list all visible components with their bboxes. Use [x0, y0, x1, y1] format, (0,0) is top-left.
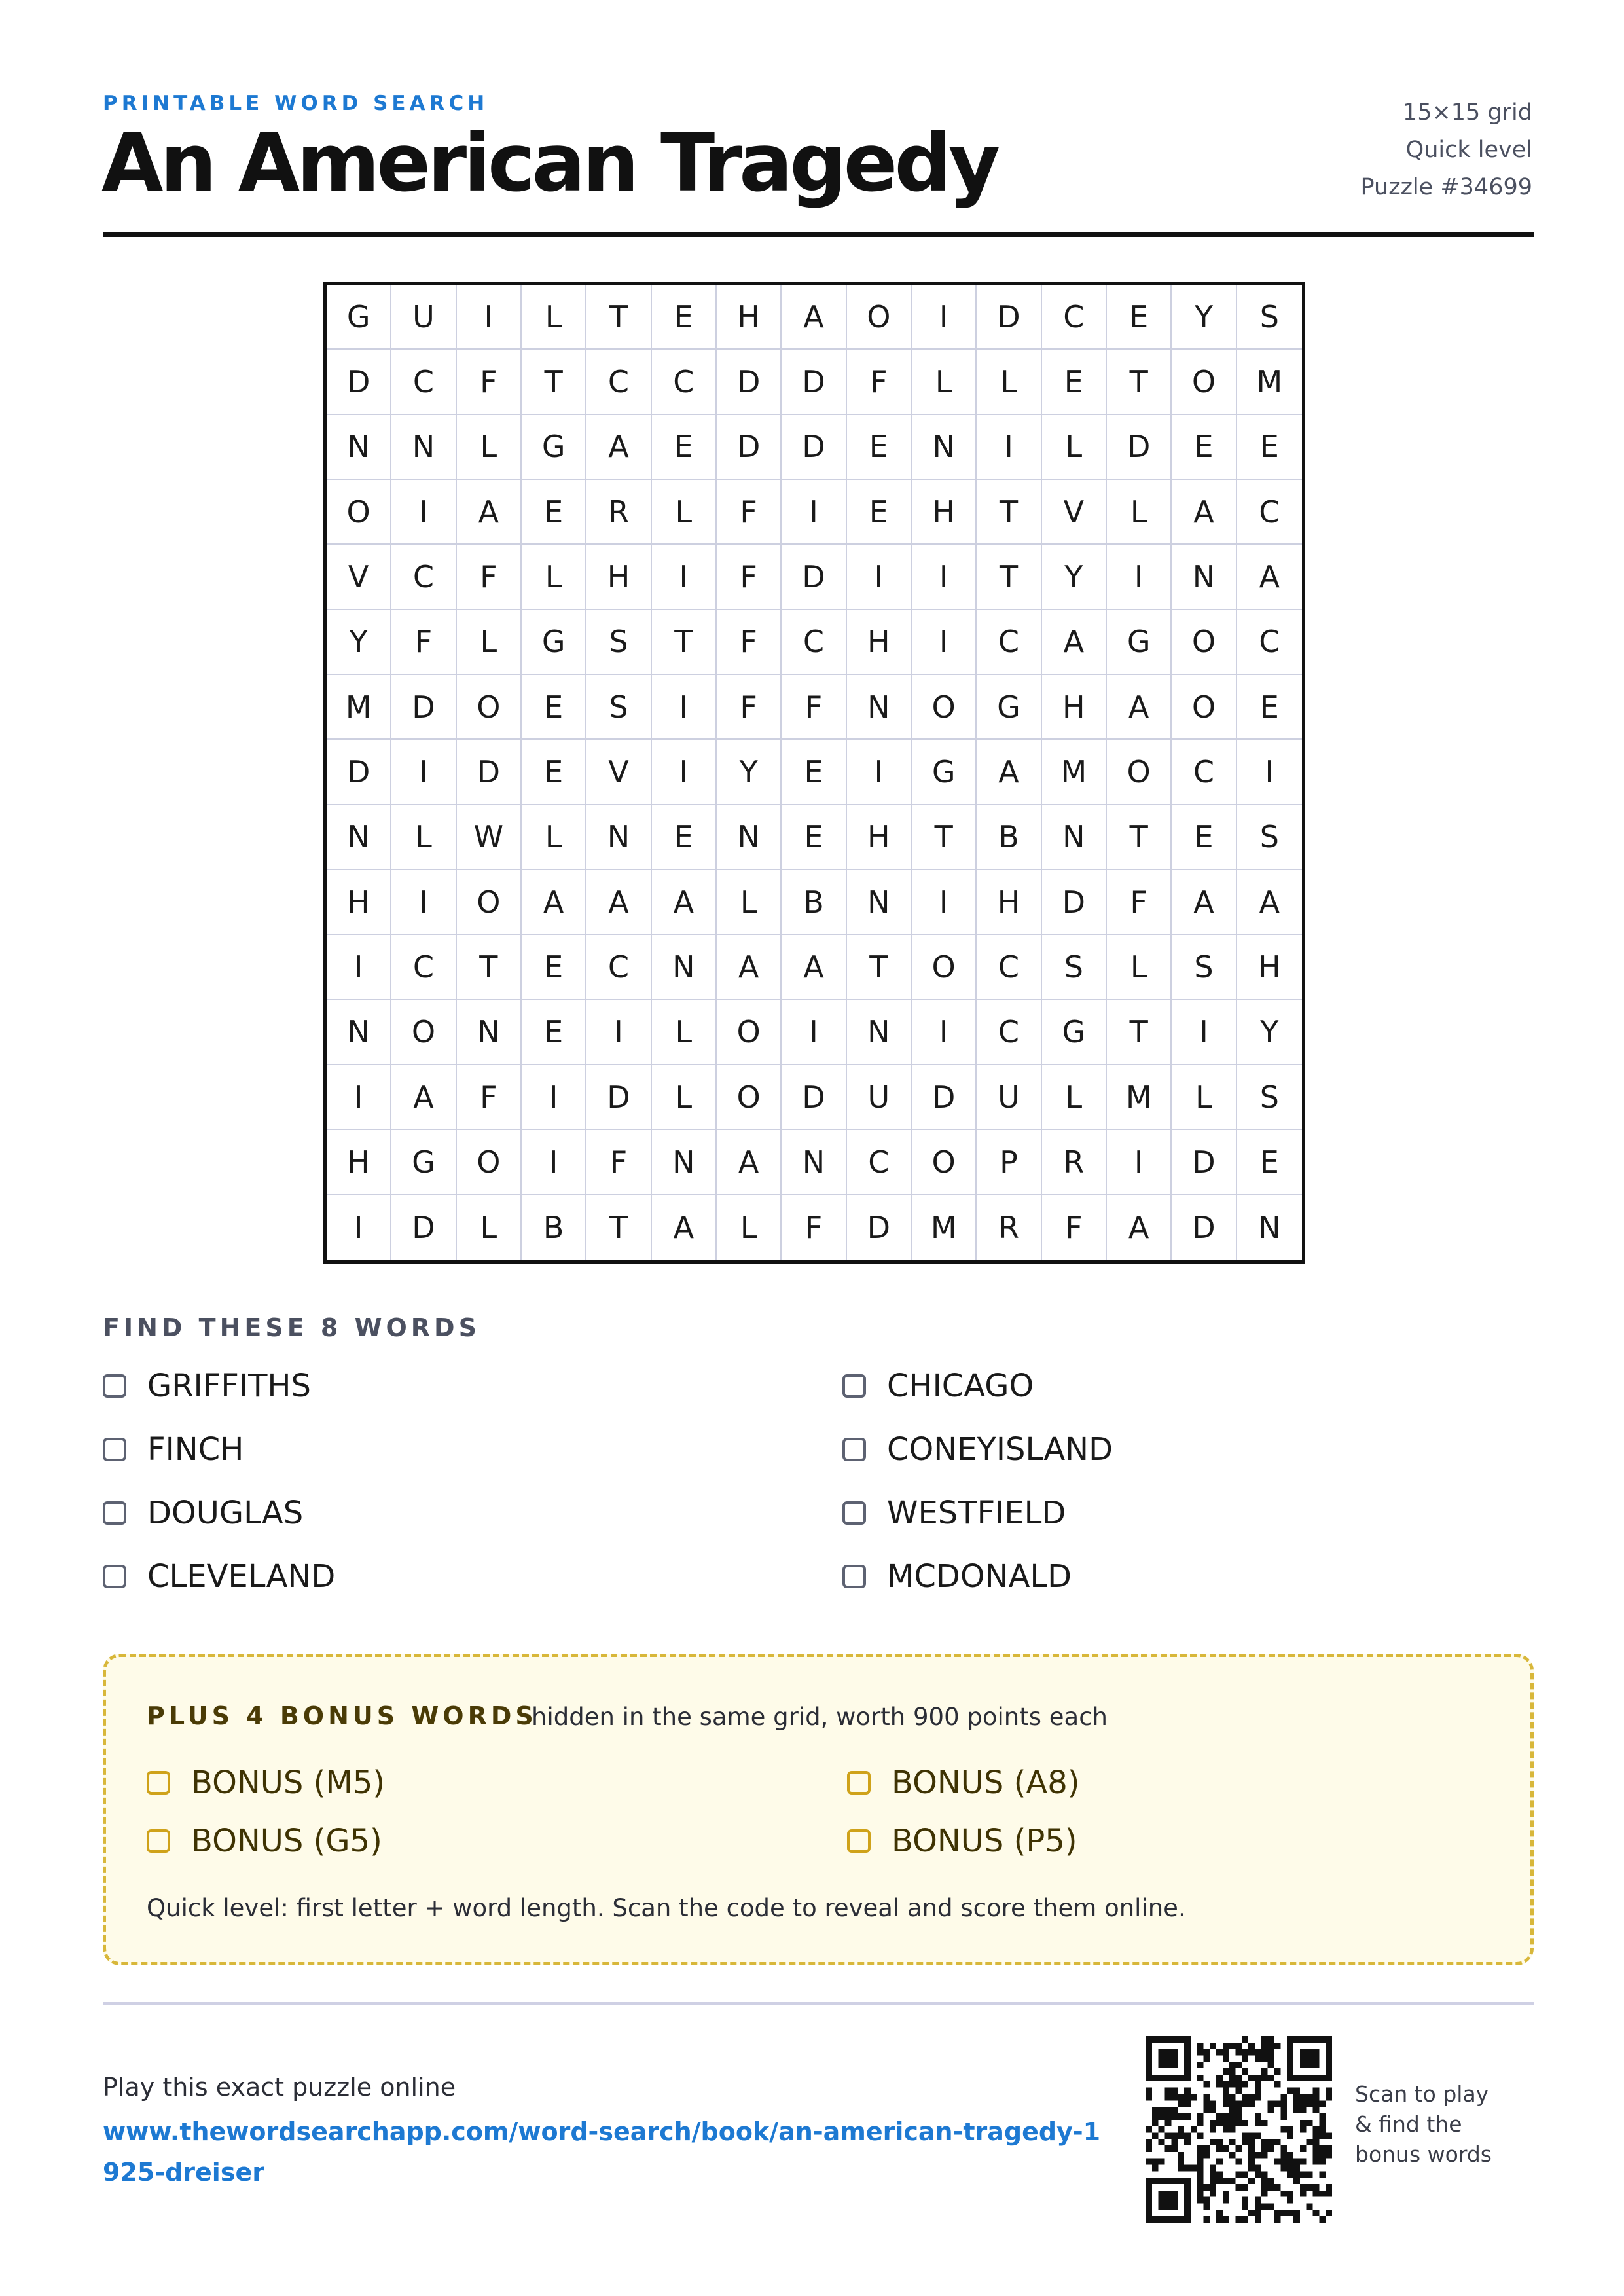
grid-cell[interactable]: N: [586, 805, 651, 870]
grid-cell[interactable]: D: [912, 1065, 977, 1130]
grid-cell[interactable]: L: [717, 1195, 782, 1260]
bonus-label: BONUS (A8): [892, 1764, 1080, 1801]
grid-cell[interactable]: C: [977, 935, 1041, 1000]
grid-cell[interactable]: I: [586, 1000, 651, 1065]
grid-cell[interactable]: N: [327, 1000, 391, 1065]
grid-cell[interactable]: D: [391, 675, 456, 740]
grid-cell[interactable]: A: [1042, 610, 1107, 675]
bonus-label: BONUS (M5): [191, 1764, 386, 1801]
grid-cell[interactable]: D: [391, 1195, 456, 1260]
grid-cell[interactable]: I: [652, 675, 717, 740]
grid-cell[interactable]: U: [977, 1065, 1041, 1130]
checkbox-icon[interactable]: [103, 1565, 126, 1588]
grid-cell[interactable]: N: [912, 415, 977, 480]
grid-cell[interactable]: F: [1042, 1195, 1107, 1260]
grid-cell[interactable]: G: [522, 415, 586, 480]
word-item[interactable]: [842, 1365, 1534, 1406]
grid-cell[interactable]: L: [522, 805, 586, 870]
grid-cell[interactable]: L: [912, 350, 977, 414]
grid-cell[interactable]: L: [717, 870, 782, 935]
grid-cell[interactable]: F: [457, 545, 522, 610]
bonus-heading: PLUS 4 BONUS WORDS: [147, 1702, 537, 1730]
grid-cell[interactable]: E: [782, 740, 846, 805]
grid-cell[interactable]: G: [1107, 610, 1172, 675]
word-item[interactable]: [842, 1492, 1534, 1533]
grid-cell[interactable]: I: [327, 1195, 391, 1260]
grid-cell[interactable]: Y: [1042, 545, 1107, 610]
grid-cell[interactable]: I: [912, 1000, 977, 1065]
checkbox-icon[interactable]: [842, 1438, 866, 1461]
grid-cell[interactable]: H: [1042, 675, 1107, 740]
grid-cell[interactable]: D: [586, 1065, 651, 1130]
grid-cell[interactable]: Y: [1172, 285, 1236, 350]
grid-cell[interactable]: I: [327, 935, 391, 1000]
checkbox-icon[interactable]: [147, 1771, 170, 1795]
grid-cell[interactable]: A: [1107, 1195, 1172, 1260]
grid-cell[interactable]: N: [457, 1000, 522, 1065]
grid-cell[interactable]: H: [327, 1130, 391, 1195]
grid-cell[interactable]: O: [457, 870, 522, 935]
scan-hint: Scan to play & find the bonus words: [1355, 2081, 1492, 2167]
grid-cell[interactable]: L: [652, 1065, 717, 1130]
grid-cell[interactable]: A: [1237, 545, 1302, 610]
grid-cell[interactable]: E: [1172, 805, 1236, 870]
grid-cell[interactable]: B: [977, 805, 1041, 870]
grid-cell[interactable]: M: [1107, 1065, 1172, 1130]
bonus-label: BONUS (G5): [191, 1822, 382, 1859]
word-item[interactable]: [842, 1556, 1534, 1597]
checkbox-icon[interactable]: [847, 1829, 871, 1853]
word-item[interactable]: [103, 1365, 842, 1406]
grid-cell[interactable]: O: [457, 675, 522, 740]
grid-cell[interactable]: M: [1237, 350, 1302, 414]
grid-cell[interactable]: I: [327, 1065, 391, 1130]
grid-cell[interactable]: A: [782, 285, 846, 350]
grid-cell[interactable]: E: [522, 935, 586, 1000]
word-label: DOUGLAS: [147, 1494, 304, 1531]
grid-cell[interactable]: B: [522, 1195, 586, 1260]
grid-cell[interactable]: T: [586, 285, 651, 350]
grid-cell[interactable]: F: [782, 1195, 846, 1260]
grid-cell[interactable]: C: [1237, 480, 1302, 545]
checkbox-icon[interactable]: [147, 1829, 170, 1853]
grid-cell[interactable]: I: [1107, 545, 1172, 610]
word-label: CONEYISLAND: [887, 1430, 1113, 1468]
word-item[interactable]: [842, 1429, 1534, 1470]
grid-cell[interactable]: D: [717, 350, 782, 414]
grid-cell[interactable]: A: [391, 1065, 456, 1130]
play-online-text: Play this exact puzzle online: [103, 2073, 456, 2102]
grid-cell[interactable]: F: [717, 480, 782, 545]
grid-cell[interactable]: F: [717, 675, 782, 740]
grid-cell[interactable]: R: [977, 1195, 1041, 1260]
grid-cell[interactable]: T: [1107, 350, 1172, 414]
grid-cell[interactable]: L: [977, 350, 1041, 414]
word-label: GRIFFITHS: [147, 1367, 311, 1404]
grid-cell[interactable]: I: [977, 415, 1041, 480]
grid-cell[interactable]: O: [1107, 740, 1172, 805]
puzzle-id: Puzzle #34699: [1360, 174, 1532, 200]
grid-cell[interactable]: I: [652, 545, 717, 610]
grid-cell[interactable]: A: [586, 870, 651, 935]
grid-cell[interactable]: N: [652, 935, 717, 1000]
grid-cell[interactable]: O: [717, 1000, 782, 1065]
grid-cell[interactable]: L: [522, 285, 586, 350]
grid-cell[interactable]: E: [847, 415, 912, 480]
grid-cell[interactable]: I: [847, 740, 912, 805]
grid-cell[interactable]: S: [1237, 1065, 1302, 1130]
grid-cell[interactable]: Y: [327, 610, 391, 675]
grid-cell[interactable]: T: [847, 935, 912, 1000]
grid-cell[interactable]: E: [1237, 415, 1302, 480]
grid-cell[interactable]: E: [1237, 675, 1302, 740]
grid-cell[interactable]: T: [1107, 805, 1172, 870]
grid-cell[interactable]: E: [522, 740, 586, 805]
grid-cell[interactable]: O: [391, 1000, 456, 1065]
grid-cell[interactable]: E: [522, 675, 586, 740]
grid-cell[interactable]: C: [1237, 610, 1302, 675]
grid-cell[interactable]: N: [327, 415, 391, 480]
grid-cell[interactable]: D: [977, 285, 1041, 350]
grid-cell[interactable]: O: [847, 285, 912, 350]
grid-cell[interactable]: E: [1042, 350, 1107, 414]
grid-cell[interactable]: G: [912, 740, 977, 805]
grid-cell[interactable]: E: [522, 1000, 586, 1065]
grid-cell[interactable]: I: [847, 545, 912, 610]
grid-cell[interactable]: F: [457, 350, 522, 414]
grid-cell[interactable]: N: [847, 870, 912, 935]
footer-divider: [103, 2002, 1534, 2005]
grid-cell[interactable]: H: [977, 870, 1041, 935]
grid-cell[interactable]: V: [327, 545, 391, 610]
grid-cell[interactable]: G: [977, 675, 1041, 740]
grid-cell[interactable]: O: [912, 935, 977, 1000]
grid-cell[interactable]: C: [977, 610, 1041, 675]
grid-cell[interactable]: N: [847, 675, 912, 740]
bonus-note: Quick level: first letter + word length. Scan the code to reveal and score them online.: [147, 1894, 1186, 1922]
grid-cell[interactable]: A: [652, 870, 717, 935]
grid-cell[interactable]: T: [912, 805, 977, 870]
word-list: [103, 1365, 1534, 1597]
word-label: WESTFIELD: [887, 1494, 1066, 1531]
grid-cell[interactable]: H: [847, 610, 912, 675]
grid-cell[interactable]: I: [522, 1130, 586, 1195]
grid-cell[interactable]: N: [717, 805, 782, 870]
grid-cell[interactable]: H: [327, 870, 391, 935]
grid-cell[interactable]: F: [457, 1065, 522, 1130]
grid-cell[interactable]: T: [977, 545, 1041, 610]
grid-cell[interactable]: O: [1172, 675, 1236, 740]
grid-cell[interactable]: C: [1172, 740, 1236, 805]
grid-cell[interactable]: A: [652, 1195, 717, 1260]
grid-cell[interactable]: T: [457, 935, 522, 1000]
grid-cell[interactable]: O: [1172, 350, 1236, 414]
grid-cell[interactable]: M: [327, 675, 391, 740]
word-label: CLEVELAND: [147, 1558, 336, 1595]
grid-cell[interactable]: N: [652, 1130, 717, 1195]
grid-cell[interactable]: F: [717, 610, 782, 675]
grid-cell[interactable]: L: [457, 610, 522, 675]
grid-cell[interactable]: F: [717, 545, 782, 610]
grid-cell[interactable]: L: [457, 415, 522, 480]
grid-cell[interactable]: A: [782, 935, 846, 1000]
grid-cell[interactable]: O: [717, 1065, 782, 1130]
grid-cell[interactable]: D: [1172, 1195, 1236, 1260]
grid-cell[interactable]: E: [652, 285, 717, 350]
bonus-item[interactable]: [147, 1820, 847, 1861]
grid-cell[interactable]: O: [457, 1130, 522, 1195]
grid-cell[interactable]: C: [391, 545, 456, 610]
checkbox-icon[interactable]: [842, 1501, 866, 1525]
checkbox-icon[interactable]: [103, 1374, 126, 1398]
checkbox-icon[interactable]: [103, 1501, 126, 1525]
grid-cell[interactable]: I: [457, 285, 522, 350]
header-divider: [103, 232, 1534, 237]
grid-cell[interactable]: D: [457, 740, 522, 805]
word-label: FINCH: [147, 1430, 244, 1468]
grid-cell[interactable]: C: [391, 935, 456, 1000]
grid-cell[interactable]: C: [1042, 285, 1107, 350]
grid-cell[interactable]: A: [977, 740, 1041, 805]
grid-cell[interactable]: C: [652, 350, 717, 414]
grid-cell[interactable]: H: [912, 480, 977, 545]
grid-cell[interactable]: N: [327, 805, 391, 870]
grid-cell[interactable]: L: [457, 1195, 522, 1260]
bonus-panel: [103, 1654, 1534, 1965]
grid-cell[interactable]: C: [847, 1130, 912, 1195]
grid-cell[interactable]: R: [586, 480, 651, 545]
grid-cell[interactable]: E: [1172, 415, 1236, 480]
grid-cell[interactable]: T: [522, 350, 586, 414]
grid-cell[interactable]: I: [1237, 740, 1302, 805]
grid-cell[interactable]: D: [782, 1065, 846, 1130]
grid-cell[interactable]: I: [1172, 1000, 1236, 1065]
grid-cell[interactable]: G: [522, 610, 586, 675]
grid-cell[interactable]: E: [782, 805, 846, 870]
bonus-list: [147, 1762, 1240, 1861]
grid-cell[interactable]: S: [586, 610, 651, 675]
page-title: An American Tragedy: [101, 117, 998, 210]
grid-cell[interactable]: U: [391, 285, 456, 350]
grid-cell[interactable]: D: [1042, 870, 1107, 935]
grid-cell[interactable]: B: [782, 870, 846, 935]
grid-cell[interactable]: L: [1042, 1065, 1107, 1130]
grid-cell[interactable]: A: [586, 415, 651, 480]
grid-cell[interactable]: I: [912, 285, 977, 350]
grid-cell[interactable]: L: [1107, 935, 1172, 1000]
grid-cell[interactable]: N: [1172, 545, 1236, 610]
grid-cell[interactable]: D: [327, 740, 391, 805]
grid-cell[interactable]: F: [586, 1130, 651, 1195]
grid-cell[interactable]: V: [1042, 480, 1107, 545]
grid-cell[interactable]: E: [1237, 1130, 1302, 1195]
grid-cell[interactable]: I: [391, 870, 456, 935]
grid-cell[interactable]: Y: [717, 740, 782, 805]
grid-cell[interactable]: T: [586, 1195, 651, 1260]
grid-cell[interactable]: L: [1172, 1065, 1236, 1130]
grid-cell[interactable]: H: [1237, 935, 1302, 1000]
bonus-item[interactable]: [147, 1762, 847, 1803]
grid-cell[interactable]: A: [1237, 870, 1302, 935]
word-item[interactable]: [103, 1429, 842, 1470]
grid-cell[interactable]: I: [391, 480, 456, 545]
grid-cell[interactable]: R: [1042, 1130, 1107, 1195]
grid-cell[interactable]: S: [1042, 935, 1107, 1000]
grid-cell[interactable]: D: [847, 1195, 912, 1260]
qr-code-icon[interactable]: [1146, 2036, 1332, 2223]
grid-cell[interactable]: D: [782, 350, 846, 414]
checkbox-icon[interactable]: [842, 1565, 866, 1588]
checkbox-icon[interactable]: [103, 1438, 126, 1461]
grid-cell[interactable]: N: [1042, 805, 1107, 870]
grid-cell[interactable]: U: [847, 1065, 912, 1130]
grid-cell[interactable]: O: [912, 1130, 977, 1195]
grid-cell[interactable]: A: [717, 935, 782, 1000]
grid-cell[interactable]: P: [977, 1130, 1041, 1195]
puzzle-meta: [1361, 94, 1532, 206]
grid-cell[interactable]: C: [782, 610, 846, 675]
grid-cell[interactable]: F: [391, 610, 456, 675]
bonus-item[interactable]: [847, 1762, 1240, 1803]
kicker: PRINTABLE WORD SEARCH: [103, 92, 489, 115]
grid-cell[interactable]: T: [652, 610, 717, 675]
grid-cell[interactable]: I: [912, 545, 977, 610]
grid-cell[interactable]: H: [847, 805, 912, 870]
grid-cell[interactable]: G: [327, 285, 391, 350]
grid-cell[interactable]: A: [1107, 675, 1172, 740]
grid-cell[interactable]: E: [847, 480, 912, 545]
grid-cell[interactable]: E: [652, 805, 717, 870]
grid-cell[interactable]: M: [912, 1195, 977, 1260]
grid-cell[interactable]: F: [782, 675, 846, 740]
checkbox-icon[interactable]: [847, 1771, 871, 1795]
grid-cell[interactable]: I: [912, 870, 977, 935]
grid-cell[interactable]: A: [717, 1130, 782, 1195]
grid-cell[interactable]: L: [652, 480, 717, 545]
grid-cell[interactable]: T: [1107, 1000, 1172, 1065]
grid-cell[interactable]: G: [1042, 1000, 1107, 1065]
grid-cell[interactable]: A: [457, 480, 522, 545]
grid-cell[interactable]: E: [652, 415, 717, 480]
grid-cell[interactable]: C: [391, 350, 456, 414]
word-label: CHICAGO: [887, 1367, 1034, 1404]
grid-cell[interactable]: F: [1107, 870, 1172, 935]
grid-cell[interactable]: F: [847, 350, 912, 414]
grid-cell[interactable]: H: [586, 545, 651, 610]
grid-cell[interactable]: V: [586, 740, 651, 805]
grid-cell[interactable]: E: [1107, 285, 1172, 350]
grid-cell[interactable]: O: [912, 675, 977, 740]
word-item[interactable]: [103, 1556, 842, 1597]
grid-cell[interactable]: W: [457, 805, 522, 870]
checkbox-icon[interactable]: [842, 1374, 866, 1398]
grid-cell[interactable]: N: [1258, 1210, 1281, 1246]
grid-cell[interactable]: L: [1107, 480, 1172, 545]
grid-cell[interactable]: Y: [1237, 1000, 1302, 1065]
grid-cell[interactable]: D: [782, 545, 846, 610]
grid-cell[interactable]: D: [1107, 415, 1172, 480]
grid-cell[interactable]: G: [391, 1130, 456, 1195]
grid-cell[interactable]: S: [586, 675, 651, 740]
grid-cell[interactable]: I: [391, 740, 456, 805]
grid-cell[interactable]: I: [1107, 1130, 1172, 1195]
grid-cell[interactable]: A: [1172, 870, 1236, 935]
grid-cell[interactable]: D: [717, 415, 782, 480]
grid-cell[interactable]: I: [652, 740, 717, 805]
grid-cell[interactable]: M: [1042, 740, 1107, 805]
grid-cell[interactable]: I: [782, 1000, 846, 1065]
grid-cell[interactable]: D: [327, 350, 391, 414]
grid-cell[interactable]: S: [1172, 935, 1236, 1000]
bonus-item[interactable]: [847, 1820, 1240, 1861]
word-label: MCDONALD: [887, 1558, 1072, 1595]
grid-cell[interactable]: L: [391, 805, 456, 870]
grid-cell[interactable]: N: [847, 1000, 912, 1065]
grid-cell[interactable]: L: [522, 545, 586, 610]
bonus-label: BONUS (P5): [892, 1822, 1077, 1859]
grid-cell[interactable]: O: [1172, 610, 1236, 675]
grid-cell[interactable]: I: [522, 1065, 586, 1130]
puzzle-url-link[interactable]: www.thewordsearchapp.com/word-search/book/an-american-tragedy-1925-dreiser: [103, 2117, 1101, 2187]
grid-cell[interactable]: L: [1042, 415, 1107, 480]
grid-cell[interactable]: O: [327, 480, 391, 545]
grid-cell[interactable]: N: [782, 1130, 846, 1195]
grid-cell[interactable]: C: [977, 1000, 1041, 1065]
grid-size: 15×15 grid: [1402, 100, 1532, 126]
grid-cell[interactable]: I: [912, 610, 977, 675]
letter-grid[interactable]: [323, 282, 1305, 1264]
grid-cell[interactable]: T: [977, 480, 1041, 545]
grid-cell[interactable]: D: [782, 415, 846, 480]
grid-cell[interactable]: H: [717, 285, 782, 350]
grid-cell[interactable]: D: [1172, 1130, 1236, 1195]
grid-cell[interactable]: L: [652, 1000, 717, 1065]
grid-cell[interactable]: N: [391, 415, 456, 480]
level: Quick level: [1405, 137, 1532, 163]
words-heading: FIND THESE 8 WORDS: [103, 1313, 480, 1342]
grid-cell[interactable]: C: [586, 935, 651, 1000]
grid-cell[interactable]: C: [586, 350, 651, 414]
bonus-subtitle: hidden in the same grid, worth 900 points each: [532, 1703, 1108, 1731]
grid-cell[interactable]: E: [522, 480, 586, 545]
grid-cell[interactable]: S: [1237, 285, 1302, 350]
grid-cell[interactable]: S: [1237, 805, 1302, 870]
word-item[interactable]: [103, 1492, 842, 1533]
grid-cell[interactable]: A: [1172, 480, 1236, 545]
grid-cell[interactable]: A: [522, 870, 586, 935]
grid-cell[interactable]: I: [782, 480, 846, 545]
